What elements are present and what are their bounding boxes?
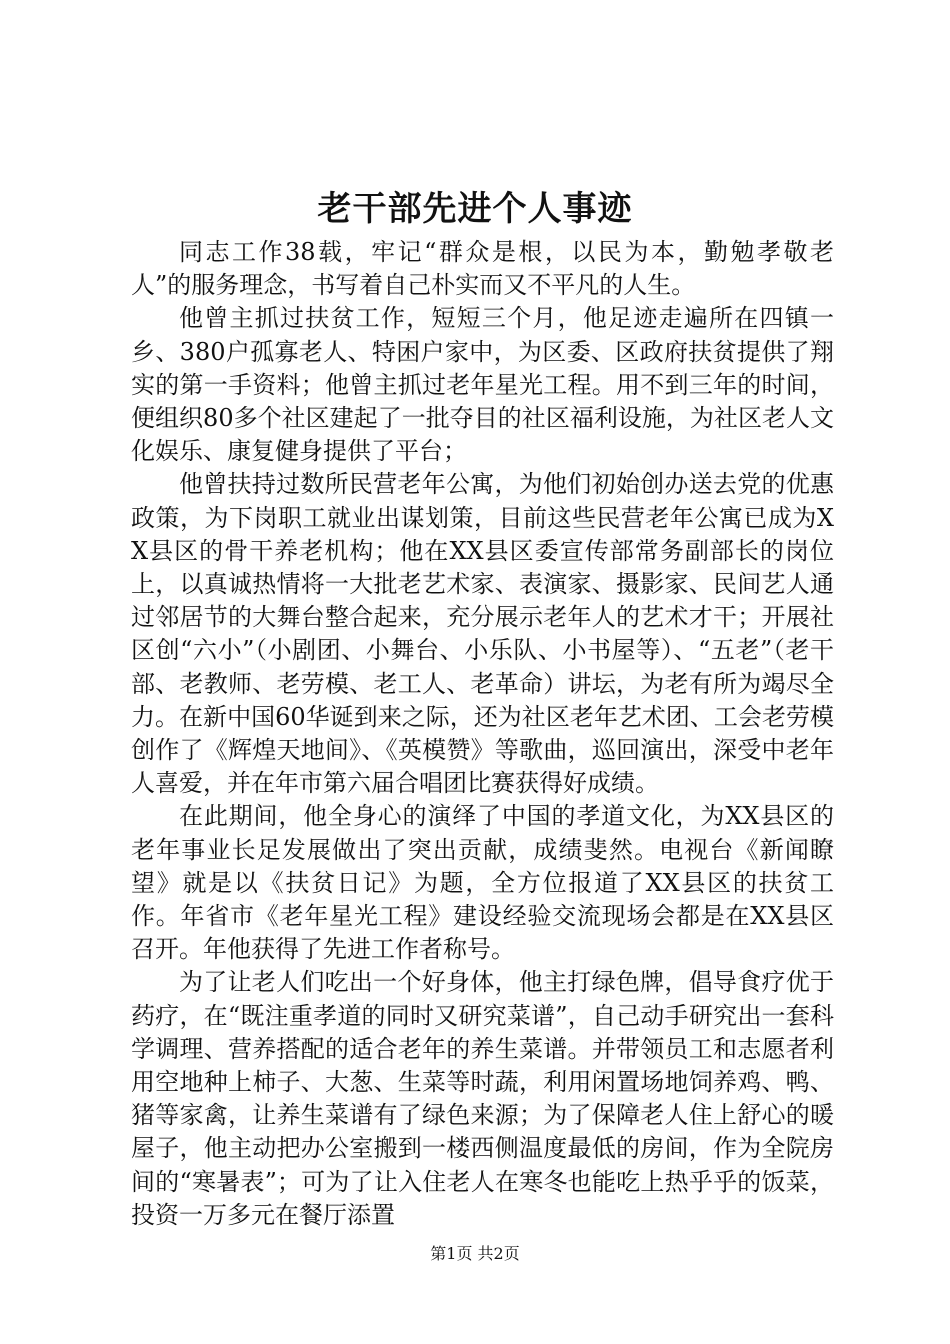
page-footer: 第1页 共2页 (430, 1244, 520, 1263)
paragraph-4: 在此期间，他全身心的演绎了中国的孝道文化，为XX县区的老年事业长足发展做出了突出贡献，成绩斐然。电视台《新闻瞭望》就是以《扶贫日记》为题，全方位报道了XX县区的扶贫工作。年省市《老年星光工程》建设经验交流现场会都是在XX县区召开。年他获得了先进工作者称号。 (131, 802, 834, 964)
document-body (131, 236, 834, 1232)
document-title: 老干部先进个人事迹 (317, 189, 633, 229)
paragraph-2: 他曾主抓过扶贫工作，短短三个月，他足迹走遍所在四镇一乡、380户孤寡老人、特困户家中，为区委、区政府扶贫提供了翔实的第一手资料；他曾主抓过老年星光工程。用不到三年的时间，便组织80多个社区建起了一批夺目的社区福利设施，为社区老人文化娱乐、康复健身提供了平台； (131, 304, 834, 466)
paragraph-5: 为了让老人们吃出一个好身体，他主打绿色牌，倡导食疗优于药疗，在“既注重孝道的同时又研究菜谱”，自己动手研究出一套科学调理、营养搭配的适合老年的养生菜谱。并带领员工和志愿者利用空地种上柿子、大葱、生菜等时蔬，利用闲置场地饲养鸡、鸭、猪等家禽，让养生菜谱有了绿色来源；为了保障老人住上舒心的暖屋子，他主动把办公室搬到一楼西侧温度最低的房间，作为全院房间的“寒暑表”；可为了让入住老人在寒冬也能吃上热乎乎的饭菜，投资一万多元在餐厅添置 (131, 968, 834, 1229)
paragraph-1: 同志工作38载，牢记“群众是根，以民为本，勤勉孝敬老人”的服务理念，书写着自己朴实而又不平凡的人生。 (131, 238, 834, 300)
paragraph-3: 他曾扶持过数所民营老年公寓，为他们初始创办送去党的优惠政策，为下岗职工就业出谋划策，目前这些民营老年公寓已成为XX县区的骨干养老机构；他在XX县区委宣传部常务副部长的岗位上，以真诚热情将一大批老艺术家、表演家、摄影家、民间艺人通过邻居节的大舞台整合起来，充分展示老年人的艺术才干；开展社区创“六小”（小剧团、小舞台、小乐队、小书屋等）、“五老”（老干部、老教师、老劳模、老工人、老革命）讲坛，为老有所为竭尽全力。在新中国60华诞到来之际，还为社区老年艺术团、工会老劳模创作了《辉煌天地间》、《英模赞》等歌曲，巡回演出，深受中老年人喜爱，并在年市第六届合唱团比赛获得好成绩。 (131, 470, 834, 798)
